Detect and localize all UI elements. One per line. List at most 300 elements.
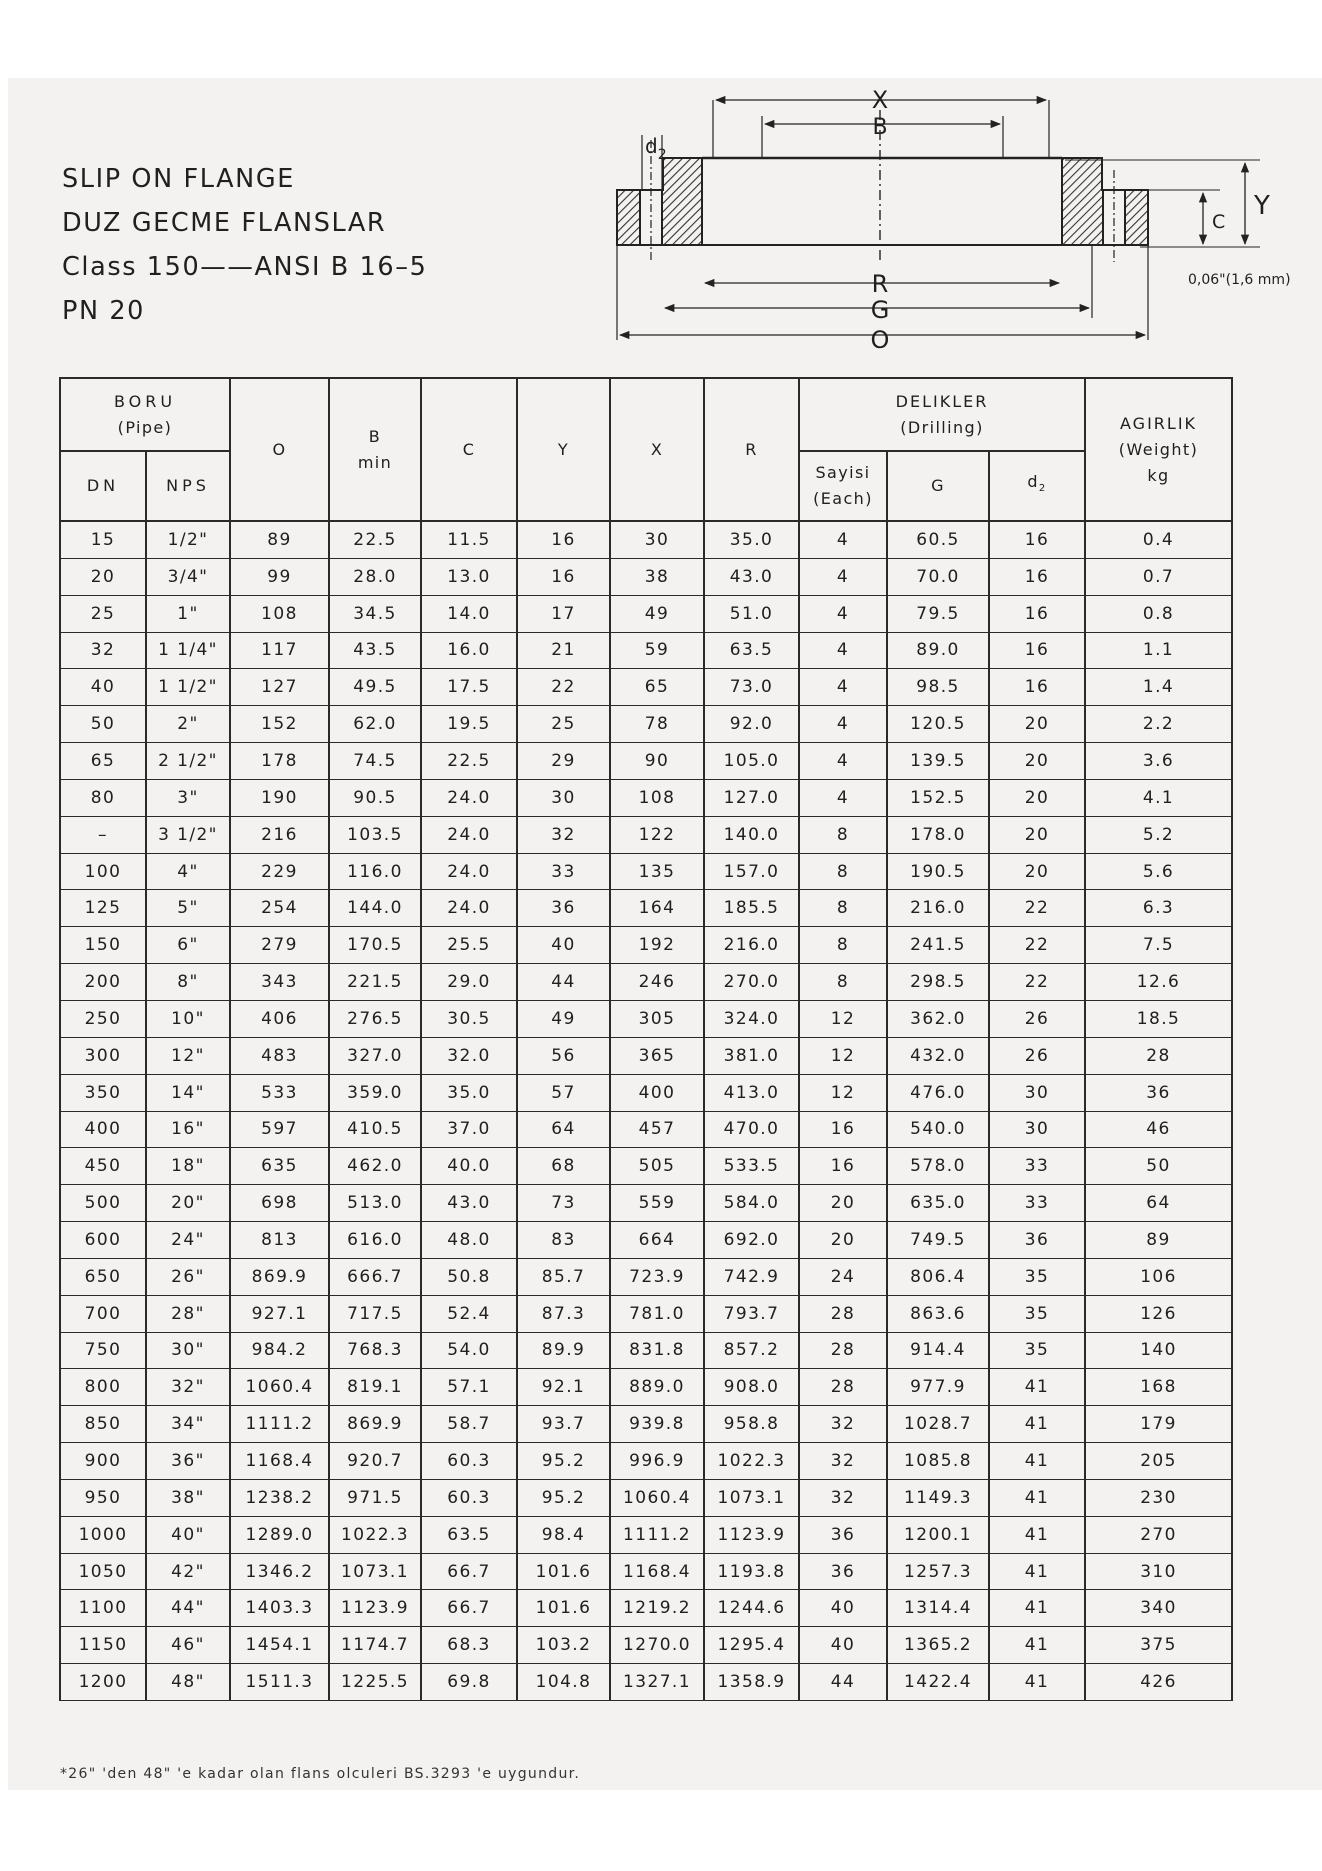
cell-o: 279 bbox=[230, 927, 329, 964]
cell-r: 35.0 bbox=[704, 521, 799, 558]
cell-o: 1111.2 bbox=[230, 1406, 329, 1443]
cell-sayisi: 40 bbox=[799, 1590, 887, 1627]
cell-b: 276.5 bbox=[329, 1000, 421, 1037]
cell-d2: 30 bbox=[989, 1074, 1085, 1111]
cell-dn: 750 bbox=[60, 1332, 146, 1369]
cell-nps: 5" bbox=[146, 890, 230, 927]
cell-b: 90.5 bbox=[329, 779, 421, 816]
cell-r: 216.0 bbox=[704, 927, 799, 964]
cell-c: 35.0 bbox=[421, 1074, 517, 1111]
cell-b: 22.5 bbox=[329, 521, 421, 558]
cell-y: 25 bbox=[517, 706, 610, 743]
cell-g: 1149.3 bbox=[887, 1479, 989, 1516]
cell-o: 1168.4 bbox=[230, 1443, 329, 1480]
cell-c: 11.5 bbox=[421, 521, 517, 558]
cell-x: 246 bbox=[610, 964, 704, 1001]
cell-sayisi: 36 bbox=[799, 1553, 887, 1590]
cell-b: 103.5 bbox=[329, 816, 421, 853]
header-x: X bbox=[610, 378, 704, 521]
cell-g: 152.5 bbox=[887, 779, 989, 816]
cell-x: 664 bbox=[610, 1222, 704, 1259]
cell-g: 178.0 bbox=[887, 816, 989, 853]
cell-sayisi: 8 bbox=[799, 927, 887, 964]
cell-o: 178 bbox=[230, 743, 329, 780]
cell-y: 33 bbox=[517, 853, 610, 890]
header-drilling-label: (Drilling) bbox=[900, 417, 984, 437]
table-row bbox=[60, 558, 1232, 595]
cell-x: 1219.2 bbox=[610, 1590, 704, 1627]
cell-sayisi: 4 bbox=[799, 558, 887, 595]
cell-sayisi: 4 bbox=[799, 632, 887, 669]
cell-g: 1314.4 bbox=[887, 1590, 989, 1627]
header-b bbox=[329, 378, 421, 521]
cell-sayisi: 12 bbox=[799, 1074, 887, 1111]
cell-dn: 15 bbox=[60, 521, 146, 558]
cell-nps: 1 1/4" bbox=[146, 632, 230, 669]
cell-sayisi: 16 bbox=[799, 1111, 887, 1148]
cell-d2: 41 bbox=[989, 1516, 1085, 1553]
cell-weight: 50 bbox=[1085, 1148, 1232, 1185]
cell-o: 117 bbox=[230, 632, 329, 669]
cell-dn: 150 bbox=[60, 927, 146, 964]
header-kg-label: kg bbox=[1147, 465, 1170, 485]
cell-x: 559 bbox=[610, 1185, 704, 1222]
cell-nps: 1/2" bbox=[146, 521, 230, 558]
cell-y: 68 bbox=[517, 1148, 610, 1185]
cell-y: 93.7 bbox=[517, 1406, 610, 1443]
cell-y: 40 bbox=[517, 927, 610, 964]
cell-x: 723.9 bbox=[610, 1258, 704, 1295]
cell-sayisi: 28 bbox=[799, 1295, 887, 1332]
cell-r: 270.0 bbox=[704, 964, 799, 1001]
cell-g: 749.5 bbox=[887, 1222, 989, 1259]
table-row bbox=[60, 1111, 1232, 1148]
cell-sayisi: 4 bbox=[799, 669, 887, 706]
cell-r: 1295.4 bbox=[704, 1627, 799, 1664]
cell-weight: 7.5 bbox=[1085, 927, 1232, 964]
header-g: G bbox=[887, 451, 989, 521]
cell-nps: 1" bbox=[146, 595, 230, 632]
cell-d2: 41 bbox=[989, 1369, 1085, 1406]
cell-nps: 26" bbox=[146, 1258, 230, 1295]
cell-b: 717.5 bbox=[329, 1295, 421, 1332]
cell-sayisi: 8 bbox=[799, 853, 887, 890]
cell-weight: 2.2 bbox=[1085, 706, 1232, 743]
cell-d2: 35 bbox=[989, 1332, 1085, 1369]
cell-weight: 28 bbox=[1085, 1037, 1232, 1074]
cell-c: 60.3 bbox=[421, 1479, 517, 1516]
dim-label-g: G bbox=[870, 296, 890, 324]
cell-c: 68.3 bbox=[421, 1627, 517, 1664]
table-row bbox=[60, 1258, 1232, 1295]
cell-c: 66.7 bbox=[421, 1590, 517, 1627]
cell-b: 221.5 bbox=[329, 964, 421, 1001]
title-line-1: SLIP ON FLANGE bbox=[62, 164, 295, 194]
cell-r: 127.0 bbox=[704, 779, 799, 816]
cell-r: 381.0 bbox=[704, 1037, 799, 1074]
cell-y: 98.4 bbox=[517, 1516, 610, 1553]
table-row bbox=[60, 779, 1232, 816]
cell-b: 116.0 bbox=[329, 853, 421, 890]
cell-g: 476.0 bbox=[887, 1074, 989, 1111]
cell-b: 49.5 bbox=[329, 669, 421, 706]
cell-sayisi: 28 bbox=[799, 1369, 887, 1406]
cell-sayisi: 4 bbox=[799, 706, 887, 743]
cell-b: 1174.7 bbox=[329, 1627, 421, 1664]
cell-sayisi: 32 bbox=[799, 1479, 887, 1516]
cell-o: 869.9 bbox=[230, 1258, 329, 1295]
header-agirlik bbox=[1085, 378, 1232, 521]
cell-x: 1327.1 bbox=[610, 1664, 704, 1701]
cell-sayisi: 12 bbox=[799, 1037, 887, 1074]
footnote: *26" 'den 48" 'e kadar olan flans olculeri BS.3293 'e uygundur. bbox=[60, 1766, 581, 1782]
cell-d2: 20 bbox=[989, 779, 1085, 816]
cell-b: 43.5 bbox=[329, 632, 421, 669]
dim-label-r: R bbox=[871, 270, 889, 298]
cell-d2: 22 bbox=[989, 927, 1085, 964]
cell-nps: 40" bbox=[146, 1516, 230, 1553]
cell-c: 24.0 bbox=[421, 853, 517, 890]
cell-weight: 270 bbox=[1085, 1516, 1232, 1553]
cell-d2: 41 bbox=[989, 1664, 1085, 1701]
cell-r: 692.0 bbox=[704, 1222, 799, 1259]
cell-weight: 36 bbox=[1085, 1074, 1232, 1111]
cell-r: 533.5 bbox=[704, 1148, 799, 1185]
cell-d2: 36 bbox=[989, 1222, 1085, 1259]
table-row bbox=[60, 1590, 1232, 1627]
cell-g: 60.5 bbox=[887, 521, 989, 558]
dim-label-d2 bbox=[645, 134, 667, 163]
cell-b: 170.5 bbox=[329, 927, 421, 964]
cell-c: 22.5 bbox=[421, 743, 517, 780]
cell-dn: 100 bbox=[60, 853, 146, 890]
cell-weight: 375 bbox=[1085, 1627, 1232, 1664]
cell-sayisi: 40 bbox=[799, 1627, 887, 1664]
table-row bbox=[60, 927, 1232, 964]
cell-nps: 32" bbox=[146, 1369, 230, 1406]
cell-weight: 230 bbox=[1085, 1479, 1232, 1516]
cell-g: 89.0 bbox=[887, 632, 989, 669]
cell-dn: 350 bbox=[60, 1074, 146, 1111]
cell-weight: 12.6 bbox=[1085, 964, 1232, 1001]
cell-x: 305 bbox=[610, 1000, 704, 1037]
cell-x: 90 bbox=[610, 743, 704, 780]
cell-dn: 900 bbox=[60, 1443, 146, 1480]
cell-y: 73 bbox=[517, 1185, 610, 1222]
cell-b: 920.7 bbox=[329, 1443, 421, 1480]
cell-d2: 16 bbox=[989, 595, 1085, 632]
cell-c: 29.0 bbox=[421, 964, 517, 1001]
cell-weight: 3.6 bbox=[1085, 743, 1232, 780]
cell-d2: 41 bbox=[989, 1406, 1085, 1443]
cell-weight: 310 bbox=[1085, 1553, 1232, 1590]
flange-cross-section-drawing bbox=[600, 88, 1322, 358]
cell-y: 16 bbox=[517, 521, 610, 558]
cell-nps: 30" bbox=[146, 1332, 230, 1369]
cell-o: 89 bbox=[230, 521, 329, 558]
cell-g: 540.0 bbox=[887, 1111, 989, 1148]
cell-g: 98.5 bbox=[887, 669, 989, 706]
cell-r: 1022.3 bbox=[704, 1443, 799, 1480]
cell-o: 343 bbox=[230, 964, 329, 1001]
cell-c: 13.0 bbox=[421, 558, 517, 595]
cell-o: 254 bbox=[230, 890, 329, 927]
header-c: C bbox=[421, 378, 517, 521]
cell-dn: 40 bbox=[60, 669, 146, 706]
table-row bbox=[60, 964, 1232, 1001]
dim-label-d2-base: d bbox=[645, 134, 658, 158]
cell-o: 1403.3 bbox=[230, 1590, 329, 1627]
cell-dn: 80 bbox=[60, 779, 146, 816]
cell-nps: 24" bbox=[146, 1222, 230, 1259]
cell-o: 533 bbox=[230, 1074, 329, 1111]
cell-dn: 800 bbox=[60, 1369, 146, 1406]
cell-x: 122 bbox=[610, 816, 704, 853]
cell-c: 54.0 bbox=[421, 1332, 517, 1369]
cell-nps: 48" bbox=[146, 1664, 230, 1701]
cell-b: 410.5 bbox=[329, 1111, 421, 1148]
cell-weight: 6.3 bbox=[1085, 890, 1232, 927]
cell-b: 666.7 bbox=[329, 1258, 421, 1295]
cell-sayisi: 32 bbox=[799, 1406, 887, 1443]
cell-dn: – bbox=[60, 816, 146, 853]
cell-y: 36 bbox=[517, 890, 610, 927]
raised-face-note: 0,06"(1,6 mm) bbox=[1188, 272, 1291, 288]
cell-y: 56 bbox=[517, 1037, 610, 1074]
cell-g: 79.5 bbox=[887, 595, 989, 632]
cell-y: 101.6 bbox=[517, 1553, 610, 1590]
cell-d2: 41 bbox=[989, 1627, 1085, 1664]
cell-sayisi: 4 bbox=[799, 779, 887, 816]
cell-b: 359.0 bbox=[329, 1074, 421, 1111]
cell-g: 1257.3 bbox=[887, 1553, 989, 1590]
cell-d2: 16 bbox=[989, 521, 1085, 558]
cell-r: 324.0 bbox=[704, 1000, 799, 1037]
table-row bbox=[60, 1074, 1232, 1111]
cell-b: 1022.3 bbox=[329, 1516, 421, 1553]
cell-b: 513.0 bbox=[329, 1185, 421, 1222]
cell-g: 241.5 bbox=[887, 927, 989, 964]
cell-sayisi: 8 bbox=[799, 816, 887, 853]
dim-label-b: B bbox=[872, 115, 888, 140]
table-row bbox=[60, 595, 1232, 632]
cell-weight: 0.8 bbox=[1085, 595, 1232, 632]
cell-dn: 125 bbox=[60, 890, 146, 927]
cell-sayisi: 4 bbox=[799, 521, 887, 558]
cell-r: 140.0 bbox=[704, 816, 799, 853]
table-row bbox=[60, 706, 1232, 743]
cell-d2: 35 bbox=[989, 1258, 1085, 1295]
cell-sayisi: 32 bbox=[799, 1443, 887, 1480]
cell-sayisi: 8 bbox=[799, 964, 887, 1001]
cell-nps: 1 1/2" bbox=[146, 669, 230, 706]
cell-r: 958.8 bbox=[704, 1406, 799, 1443]
header-boru-label: BORU bbox=[113, 391, 177, 411]
cell-g: 1028.7 bbox=[887, 1406, 989, 1443]
table-row bbox=[60, 816, 1232, 853]
cell-y: 103.2 bbox=[517, 1627, 610, 1664]
cell-o: 813 bbox=[230, 1222, 329, 1259]
table-row bbox=[60, 1148, 1232, 1185]
cell-dn: 20 bbox=[60, 558, 146, 595]
cell-o: 108 bbox=[230, 595, 329, 632]
cell-nps: 6" bbox=[146, 927, 230, 964]
cell-nps: 20" bbox=[146, 1185, 230, 1222]
cell-c: 63.5 bbox=[421, 1516, 517, 1553]
cell-y: 83 bbox=[517, 1222, 610, 1259]
header-dn: DN bbox=[60, 451, 146, 521]
cell-nps: 10" bbox=[146, 1000, 230, 1037]
cell-weight: 168 bbox=[1085, 1369, 1232, 1406]
cell-d2: 26 bbox=[989, 1037, 1085, 1074]
cell-nps: 46" bbox=[146, 1627, 230, 1664]
cell-weight: 46 bbox=[1085, 1111, 1232, 1148]
cell-x: 996.9 bbox=[610, 1443, 704, 1480]
cell-y: 17 bbox=[517, 595, 610, 632]
table-row bbox=[60, 1185, 1232, 1222]
cell-d2: 41 bbox=[989, 1590, 1085, 1627]
cell-o: 99 bbox=[230, 558, 329, 595]
cell-r: 1358.9 bbox=[704, 1664, 799, 1701]
cell-o: 127 bbox=[230, 669, 329, 706]
cell-g: 806.4 bbox=[887, 1258, 989, 1295]
cell-c: 24.0 bbox=[421, 779, 517, 816]
cell-x: 505 bbox=[610, 1148, 704, 1185]
table-row bbox=[60, 1406, 1232, 1443]
cell-nps: 28" bbox=[146, 1295, 230, 1332]
header-d2-base: d bbox=[1027, 472, 1039, 492]
cell-nps: 8" bbox=[146, 964, 230, 1001]
cell-o: 152 bbox=[230, 706, 329, 743]
cell-d2: 16 bbox=[989, 669, 1085, 706]
cell-weight: 18.5 bbox=[1085, 1000, 1232, 1037]
cell-x: 1111.2 bbox=[610, 1516, 704, 1553]
cell-x: 59 bbox=[610, 632, 704, 669]
table-row bbox=[60, 1627, 1232, 1664]
cell-nps: 18" bbox=[146, 1148, 230, 1185]
cell-y: 57 bbox=[517, 1074, 610, 1111]
cell-dn: 600 bbox=[60, 1222, 146, 1259]
cell-y: 95.2 bbox=[517, 1479, 610, 1516]
cell-weight: 4.1 bbox=[1085, 779, 1232, 816]
cell-c: 48.0 bbox=[421, 1222, 517, 1259]
cell-y: 44 bbox=[517, 964, 610, 1001]
title-line-2: DUZ GECME FLANSLAR bbox=[62, 208, 387, 238]
cell-x: 78 bbox=[610, 706, 704, 743]
cell-o: 1060.4 bbox=[230, 1369, 329, 1406]
cell-dn: 850 bbox=[60, 1406, 146, 1443]
cell-o: 483 bbox=[230, 1037, 329, 1074]
cell-x: 457 bbox=[610, 1111, 704, 1148]
cell-r: 908.0 bbox=[704, 1369, 799, 1406]
cell-weight: 1.1 bbox=[1085, 632, 1232, 669]
cell-r: 157.0 bbox=[704, 853, 799, 890]
cell-sayisi: 16 bbox=[799, 1148, 887, 1185]
cell-y: 29 bbox=[517, 743, 610, 780]
cell-x: 38 bbox=[610, 558, 704, 595]
cell-o: 1238.2 bbox=[230, 1479, 329, 1516]
cell-d2: 20 bbox=[989, 706, 1085, 743]
cell-x: 30 bbox=[610, 521, 704, 558]
cell-g: 977.9 bbox=[887, 1369, 989, 1406]
cell-b: 74.5 bbox=[329, 743, 421, 780]
cell-b: 62.0 bbox=[329, 706, 421, 743]
cell-g: 298.5 bbox=[887, 964, 989, 1001]
cell-d2: 41 bbox=[989, 1479, 1085, 1516]
cell-g: 190.5 bbox=[887, 853, 989, 890]
table-body bbox=[60, 521, 1232, 1701]
cell-d2: 22 bbox=[989, 964, 1085, 1001]
table-row bbox=[60, 1443, 1232, 1480]
cell-nps: 34" bbox=[146, 1406, 230, 1443]
cell-g: 635.0 bbox=[887, 1185, 989, 1222]
cell-o: 1289.0 bbox=[230, 1516, 329, 1553]
cell-y: 92.1 bbox=[517, 1369, 610, 1406]
cell-d2: 35 bbox=[989, 1295, 1085, 1332]
cell-c: 52.4 bbox=[421, 1295, 517, 1332]
cell-r: 793.7 bbox=[704, 1295, 799, 1332]
dim-label-x: X bbox=[871, 88, 889, 114]
cell-dn: 450 bbox=[60, 1148, 146, 1185]
header-pipe-label: (Pipe) bbox=[117, 417, 173, 437]
table-row bbox=[60, 1295, 1232, 1332]
header-r: R bbox=[704, 378, 799, 521]
cell-y: 87.3 bbox=[517, 1295, 610, 1332]
cell-nps: 4" bbox=[146, 853, 230, 890]
cell-d2: 16 bbox=[989, 632, 1085, 669]
cell-g: 139.5 bbox=[887, 743, 989, 780]
cell-dn: 1000 bbox=[60, 1516, 146, 1553]
cell-nps: 2 1/2" bbox=[146, 743, 230, 780]
cell-dn: 700 bbox=[60, 1295, 146, 1332]
cell-c: 57.1 bbox=[421, 1369, 517, 1406]
cell-weight: 340 bbox=[1085, 1590, 1232, 1627]
cell-dn: 300 bbox=[60, 1037, 146, 1074]
table-row bbox=[60, 890, 1232, 927]
cell-c: 69.8 bbox=[421, 1664, 517, 1701]
header-sayisi bbox=[799, 451, 887, 521]
cell-nps: 16" bbox=[146, 1111, 230, 1148]
header-each-label: (Each) bbox=[813, 489, 873, 508]
cell-c: 58.7 bbox=[421, 1406, 517, 1443]
cell-o: 927.1 bbox=[230, 1295, 329, 1332]
cell-dn: 65 bbox=[60, 743, 146, 780]
cell-g: 432.0 bbox=[887, 1037, 989, 1074]
table-row bbox=[60, 521, 1232, 558]
header-y: Y bbox=[517, 378, 610, 521]
cell-nps: 44" bbox=[146, 1590, 230, 1627]
cell-r: 1244.6 bbox=[704, 1590, 799, 1627]
cell-weight: 106 bbox=[1085, 1258, 1232, 1295]
cell-o: 1511.3 bbox=[230, 1664, 329, 1701]
cell-b: 34.5 bbox=[329, 595, 421, 632]
header-sayisi-label: Sayisi bbox=[815, 463, 871, 482]
cell-g: 1200.1 bbox=[887, 1516, 989, 1553]
cell-r: 185.5 bbox=[704, 890, 799, 927]
header-delikler-label: DELIKLER bbox=[895, 391, 989, 411]
cell-weight: 89 bbox=[1085, 1222, 1232, 1259]
cell-b: 327.0 bbox=[329, 1037, 421, 1074]
cell-sayisi: 44 bbox=[799, 1664, 887, 1701]
table-row bbox=[60, 1553, 1232, 1590]
cell-b: 1225.5 bbox=[329, 1664, 421, 1701]
cell-weight: 1.4 bbox=[1085, 669, 1232, 706]
cell-b: 869.9 bbox=[329, 1406, 421, 1443]
header-b-label: B bbox=[368, 426, 382, 446]
cell-g: 863.6 bbox=[887, 1295, 989, 1332]
dim-label-d2-sub: 2 bbox=[657, 147, 667, 163]
table-row bbox=[60, 743, 1232, 780]
